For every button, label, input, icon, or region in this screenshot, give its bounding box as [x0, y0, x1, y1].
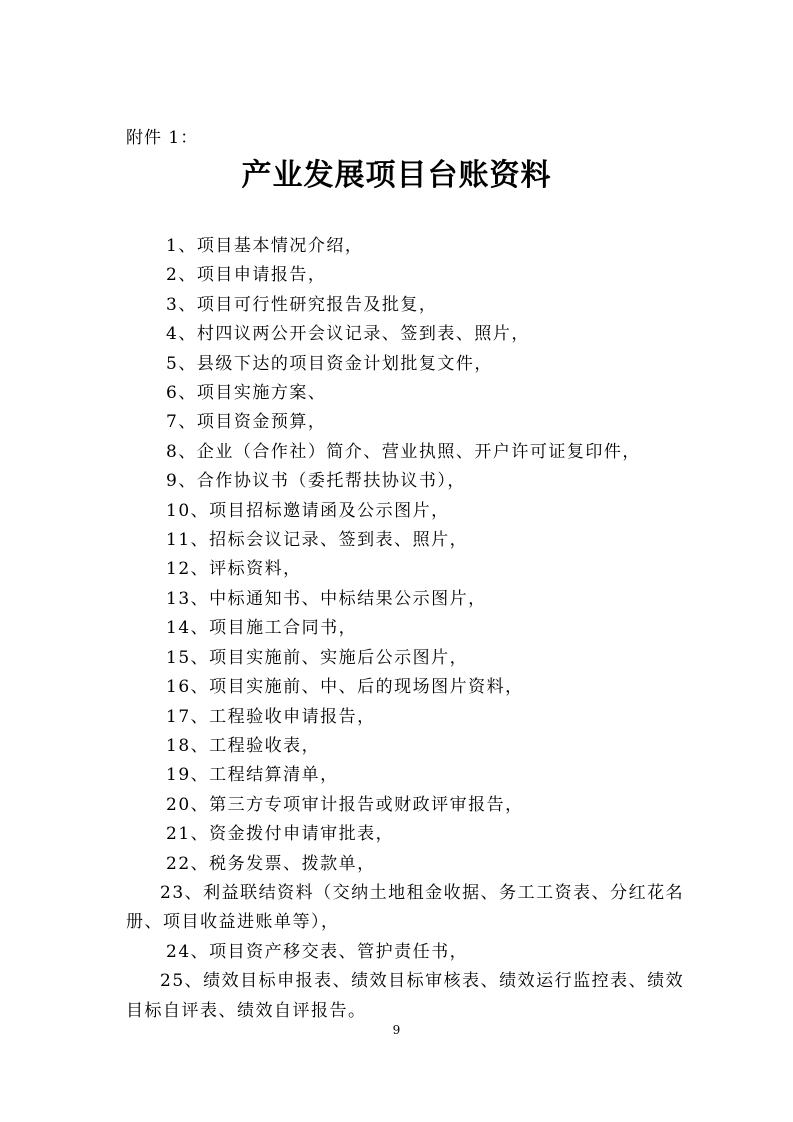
material-list — [126, 232, 698, 1026]
list-item: 25、绩效目标申报表、绩效目标审核表、绩效运行监控表、绩效目标自评表、绩效自评报告。 — [126, 971, 685, 1021]
page-number: 9 — [392, 1023, 401, 1037]
list-item: 19、工程结算清单， — [166, 765, 339, 786]
list-item: 1、项目基本情况介绍， — [166, 236, 364, 256]
list-item: 7、项目资金预算， — [166, 412, 327, 433]
list-item: 4、村四议两公开会议记录、签到表、照片， — [166, 324, 530, 345]
list-item: 12、评标资料， — [166, 559, 302, 580]
list-item: 10、项目招标邀请函及公示图片， — [166, 500, 450, 521]
list-item: 18、工程验收表， — [166, 735, 321, 756]
list-item: 17、工程验收申请报告， — [166, 706, 376, 727]
list-item: 15、项目实施前、实施后公示图片， — [166, 647, 469, 668]
list-item: 22、税务发票、拨款单， — [166, 853, 376, 874]
list-item: 11、招标会议记录、签到表、照片， — [166, 530, 469, 551]
list-item: 13、中标通知书、中标结果公示图片， — [166, 588, 487, 609]
list-item: 14、项目施工合同书， — [166, 618, 358, 639]
document-title: 产业发展项目台账资料 — [241, 158, 552, 193]
list-item: 3、项目可行性研究报告及批复， — [166, 294, 438, 315]
list-item: 16、项目实施前、中、后的现场图片资料， — [166, 677, 524, 698]
list-item: 21、资金拨付申请审批表， — [166, 824, 395, 845]
list-item: 9、合作协议书（委托帮扶协议书）， — [166, 471, 466, 492]
list-item: 20、第三方专项审计报告或财政评审报告， — [166, 794, 524, 815]
attachment-label: 附件 1： — [126, 128, 199, 148]
list-item: 6、项目实施方案、 — [166, 383, 327, 404]
list-item: 23、利益联结资料（交纳土地租金收据、务工工资表、分红花名册、项目收益进账单等）， — [126, 882, 685, 933]
list-item: 5、县级下达的项目资金计划批复文件， — [166, 353, 493, 374]
list-item: 24、项目资产移交表、管护责任书， — [166, 941, 469, 962]
list-item: 8、企业（合作社）简介、营业执照、开户许可证复印件， — [166, 441, 641, 462]
list-item: 2、项目申请报告， — [166, 265, 327, 286]
